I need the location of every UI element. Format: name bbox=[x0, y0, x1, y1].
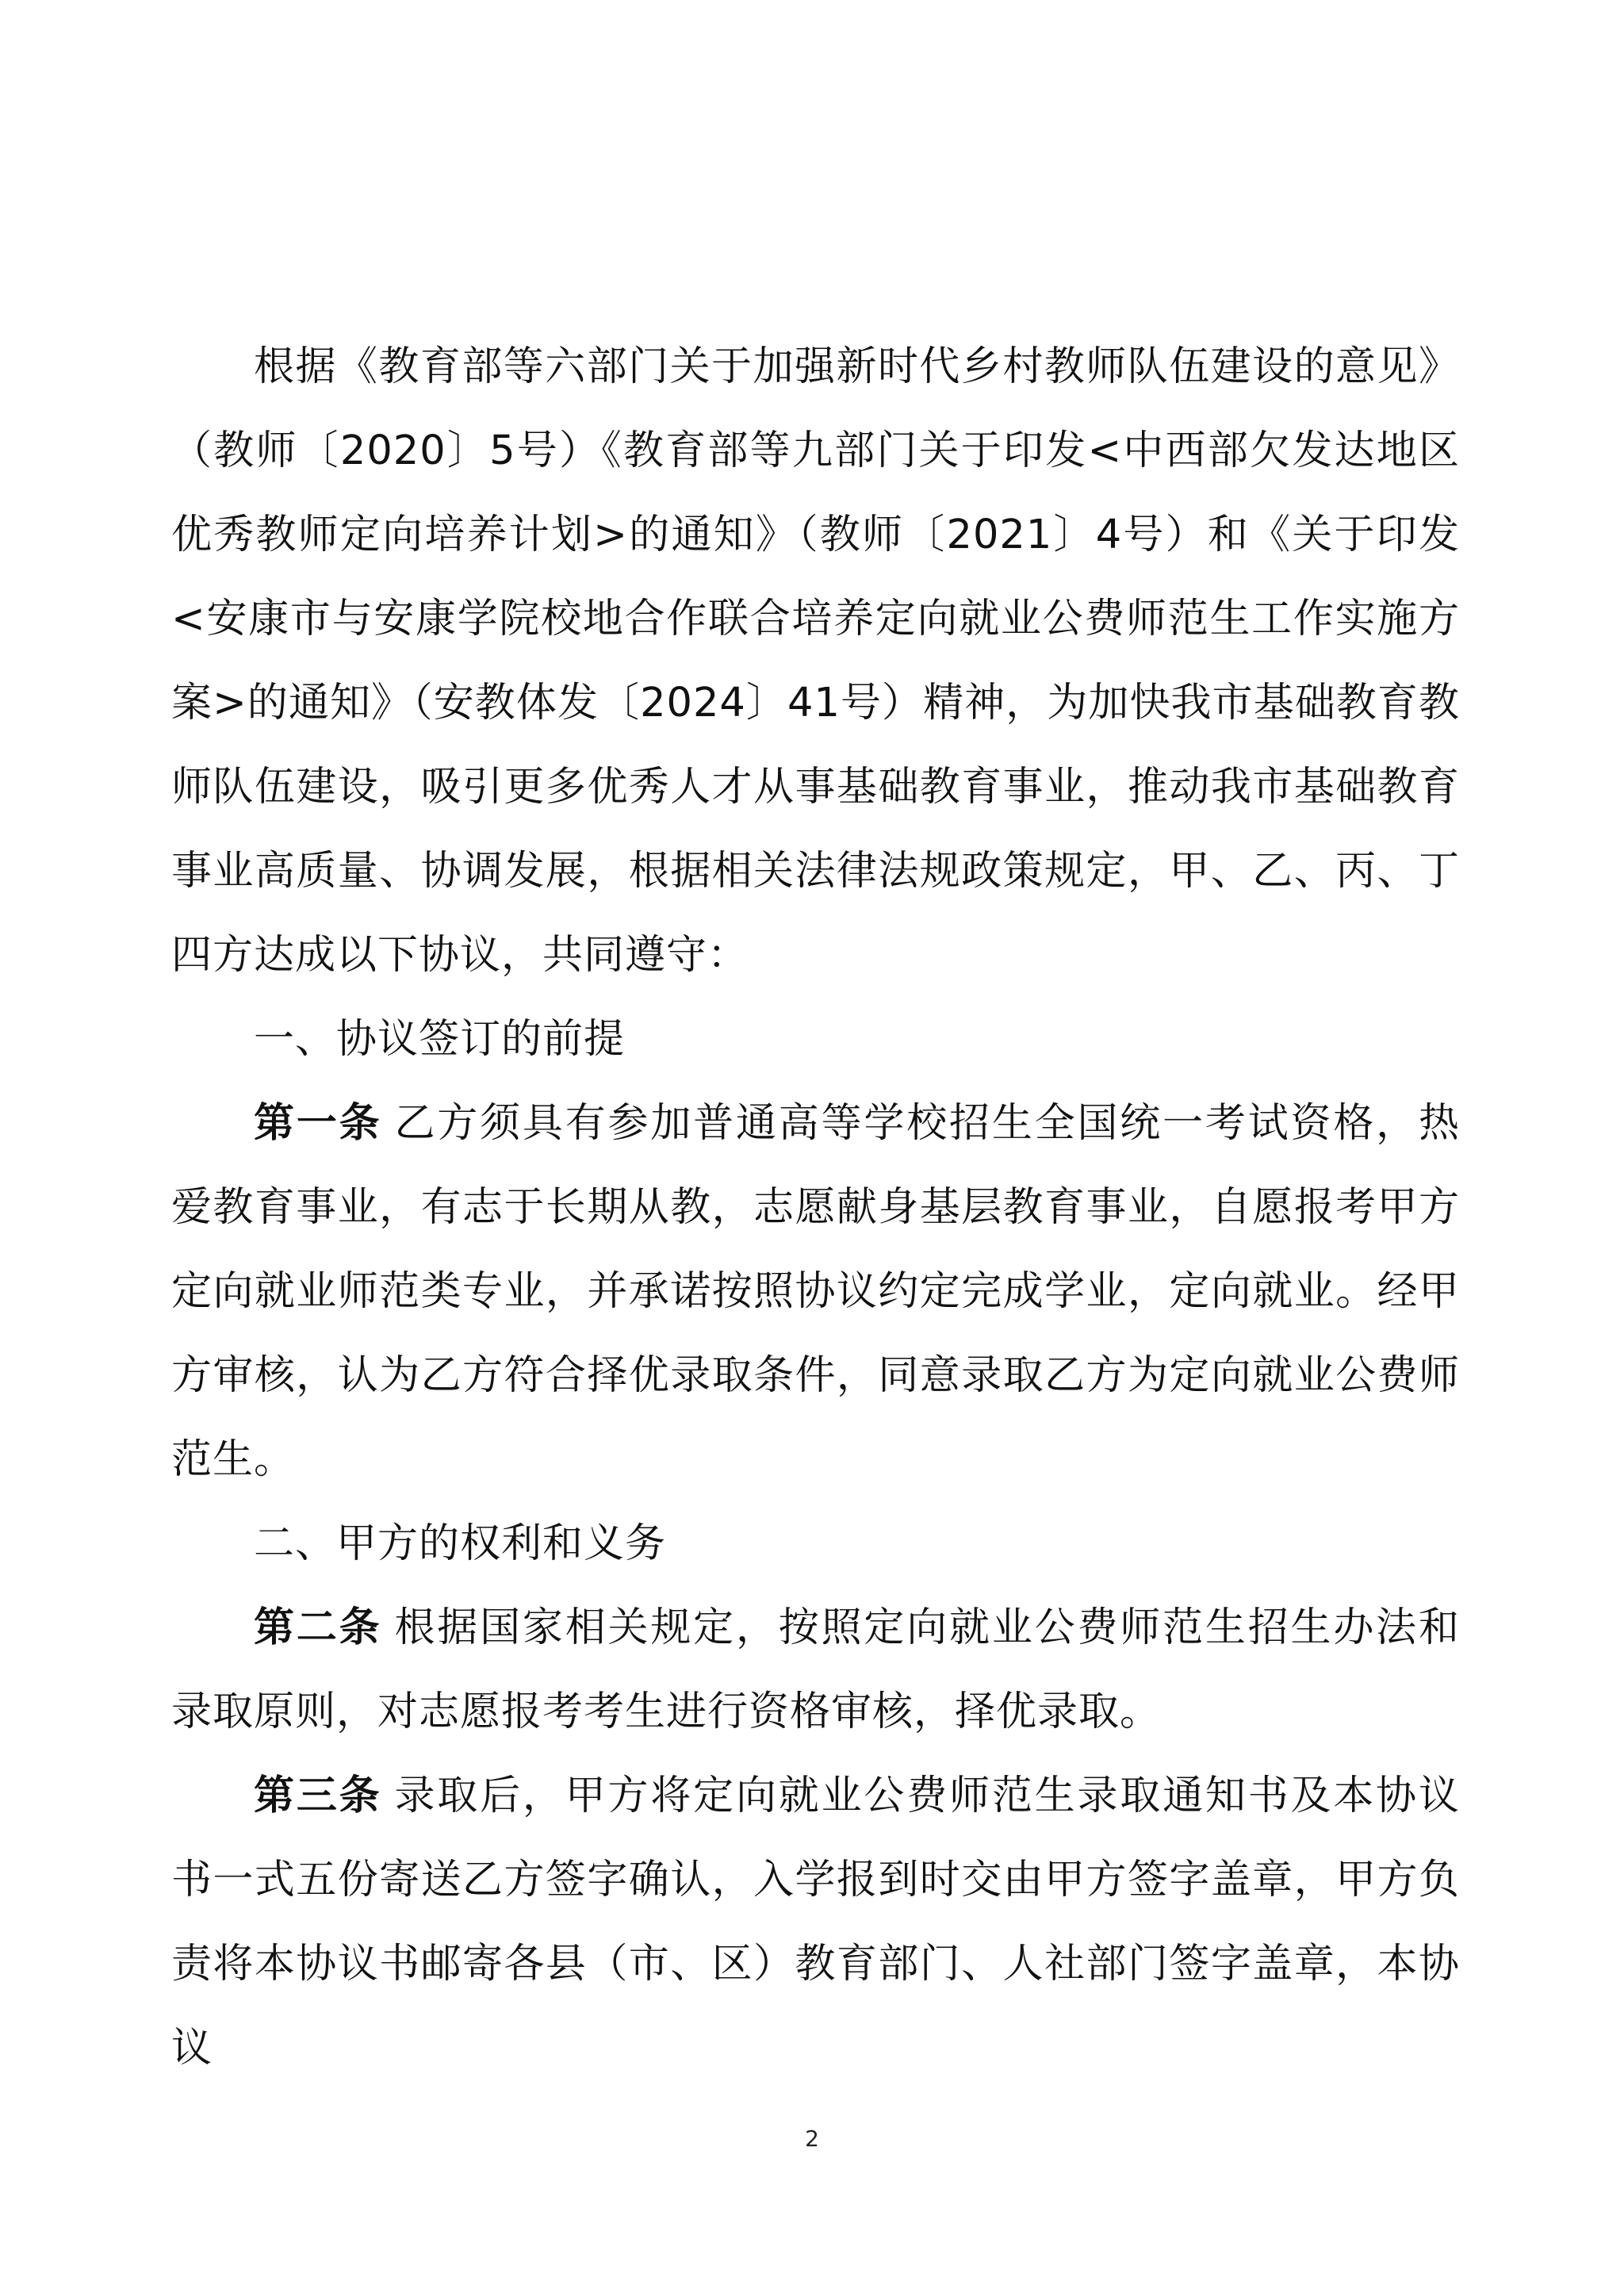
article-3-text: 录取后，甲方将定向就业公费师范生录取通知书及本协议书一式五份寄送乙方签字确认，入学报到时交由甲方签字盖章，甲方负责将本协议书邮寄各县（市、区）教育部门、人社部门签字盖章，本协议 bbox=[171, 1773, 1460, 2072]
intro-paragraph: 根据《教育部等六部门关于加强新时代乡村教师队伍建设的意见》（教师〔2020〕5号）《教育部等九部门关于印发<中西部欠发达地区优秀教师定向培养计划>的通知》（教师〔2021〕4号）和《关于印发<安康市与安康学院校地合作联合培养定向就业公费师范生工作实施方案>的通知》（安教体发〔2024〕41号）精神，为加快我市基础教育教师队伍建设，吸引更多优秀人才从事基础教育事业，推动我市基础教育事业高质量、协调发展，根据相关法律法规政策规定，甲、乙、丙、丁四方达成以下协议，共同遵守： bbox=[171, 343, 1460, 979]
article-2-text: 根据国家相关规定，按照定向就业公费师范生招生办法和录取原则，对志愿报考考生进行资格审核，择优录取。 bbox=[171, 1604, 1460, 1735]
article-1 bbox=[171, 1082, 1460, 1502]
article-1-text: 乙方须具有参加普通高等学校招生全国统一考试资格，热爱教育事业，有志于长期从教，志愿献身基层教育事业，自愿报考甲方定向就业师范类专业，并承诺按照协议约定完成学业，定向就业。经甲方审核，认为乙方符合择优录取条件，同意录取乙方为定向就业公费师范生。 bbox=[171, 1100, 1460, 1483]
article-2 bbox=[171, 1586, 1460, 1754]
page-number: 2 bbox=[805, 2125, 819, 2152]
article-3 bbox=[171, 1754, 1460, 2091]
article-2-number: 第二条 bbox=[254, 1604, 382, 1651]
article-1-number: 第一条 bbox=[254, 1100, 382, 1147]
section-heading-1: 一、协议签订的前提 bbox=[254, 1016, 626, 1063]
section-heading-2: 二、甲方的权利和义务 bbox=[254, 1520, 667, 1567]
document-body bbox=[171, 325, 1460, 2091]
article-3-number: 第三条 bbox=[254, 1773, 382, 1819]
